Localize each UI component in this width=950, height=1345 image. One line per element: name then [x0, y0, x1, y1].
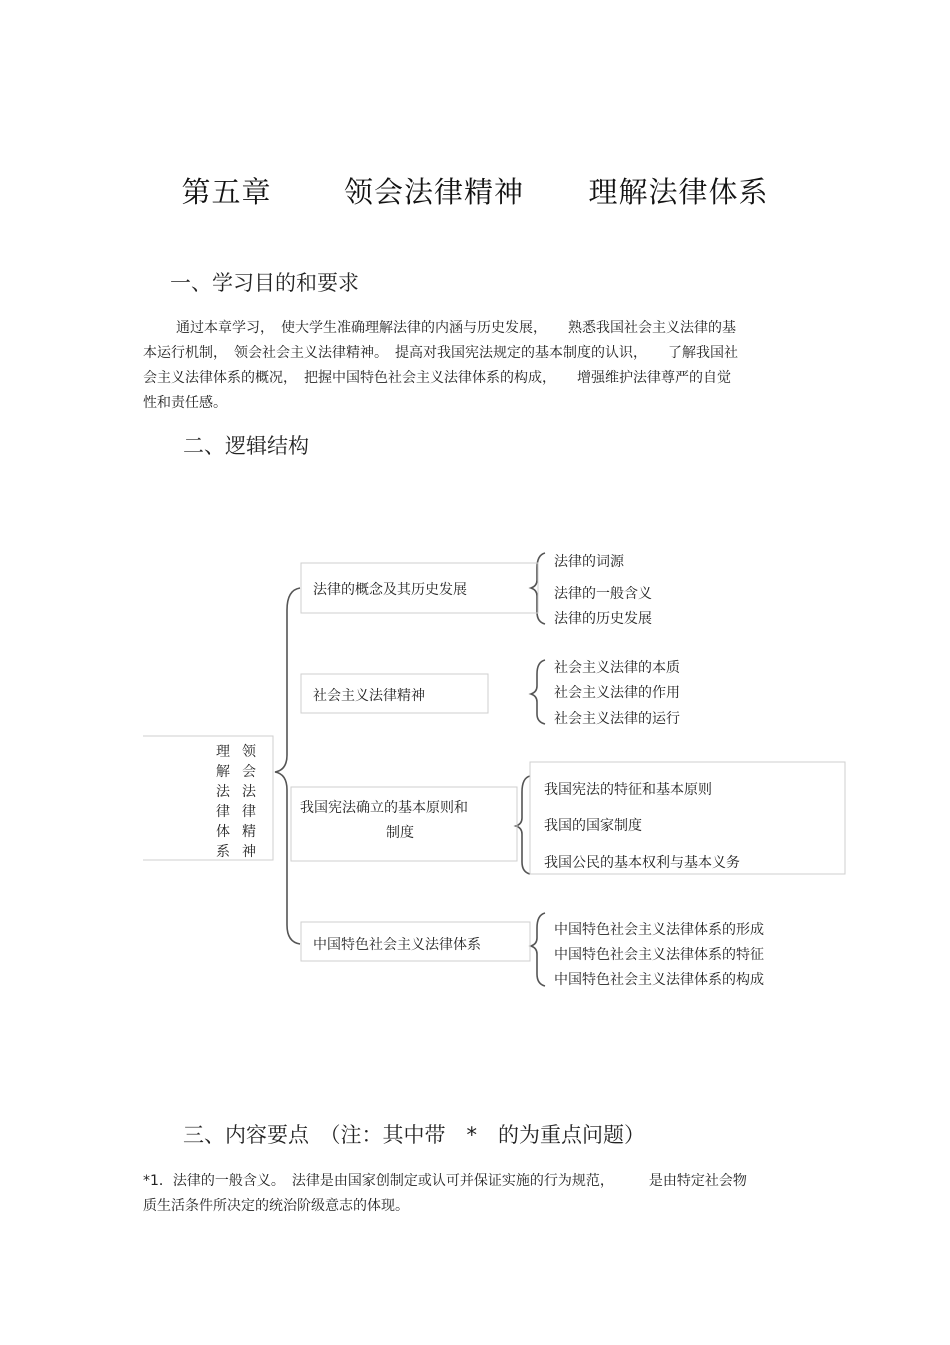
chapter-title-part2: 理解法律体系 — [588, 175, 769, 209]
section-heading-key-points: 三、内容要点 （注：其中带 * 的为重点问题） — [183, 1123, 645, 1147]
branch-label-1: 法律的概念及其历史发展 — [313, 582, 467, 598]
key-points-paragraph — [143, 1169, 803, 1219]
paragraph-line: 本运行机制， 领会社会主义法律精神。 提高对我国宪法规定的基本制度的认识， 了解我国社 — [143, 345, 738, 361]
leaf-item: 社会主义法律的本质 — [554, 660, 680, 676]
leaf-item: 社会主义法律的作用 — [554, 685, 680, 701]
brace-branch-2 — [531, 660, 545, 724]
leaf-item: 中国特色社会主义法律体系的构成 — [554, 972, 764, 988]
paragraph-line: 性和责任感。 — [143, 395, 227, 411]
leaf-item: 我国公民的基本权利与基本义务 — [544, 855, 740, 871]
leaf-item: 中国特色社会主义法律体系的形成 — [554, 922, 764, 938]
leaf-item: 法律的一般含义 — [554, 586, 652, 602]
chapter-number: 第五章 — [181, 175, 272, 209]
leaf-item: 中国特色社会主义法律体系的特征 — [554, 947, 764, 963]
paragraph-line: 质生活条件所决定的统治阶级意志的体现。 — [143, 1198, 409, 1214]
branch-label-4: 中国特色社会主义法律体系 — [313, 937, 481, 953]
paragraph-line: *1．法律的一般含义。 法律是由国家创制定或认可并保证实施的行为规范， 是由特定社会物 — [143, 1173, 747, 1189]
brace-branch-4 — [531, 913, 545, 986]
brace-branch-3 — [516, 776, 530, 874]
leaf-item: 社会主义法律的运行 — [554, 711, 680, 727]
branch-label-2: 社会主义法律精神 — [313, 688, 425, 704]
section-heading-structure: 二、逻辑结构 — [183, 434, 309, 458]
section-heading-objectives: 一、学习目的和要求 — [170, 271, 359, 295]
chapter-title-part1: 领会法律精神 — [343, 175, 524, 209]
root-text-left: 理解法律体系 — [216, 744, 230, 860]
paragraph-line: 会主义法律体系的概况， 把握中国特色社会主义法律体系的构成， 增强维护法律尊严的自觉 — [143, 370, 731, 386]
leaf-item: 法律的历史发展 — [554, 611, 652, 627]
leaf-item: 法律的词源 — [554, 554, 624, 570]
paragraph-line: 通过本章学习， 使大学生准确理解法律的内涵与历史发展， 熟悉我国社会主义法律的基 — [176, 320, 736, 336]
branch-label-3-line2: 制度 — [386, 825, 414, 841]
root-text-right: 领会法律精神 — [242, 744, 256, 860]
leaf-item: 我国宪法的特征和基本原则 — [544, 782, 712, 798]
main-brace — [275, 588, 300, 944]
branch-label-3-line1: 我国宪法确立的基本原则和 — [300, 800, 468, 816]
leaf-item: 我国的国家制度 — [544, 818, 642, 834]
